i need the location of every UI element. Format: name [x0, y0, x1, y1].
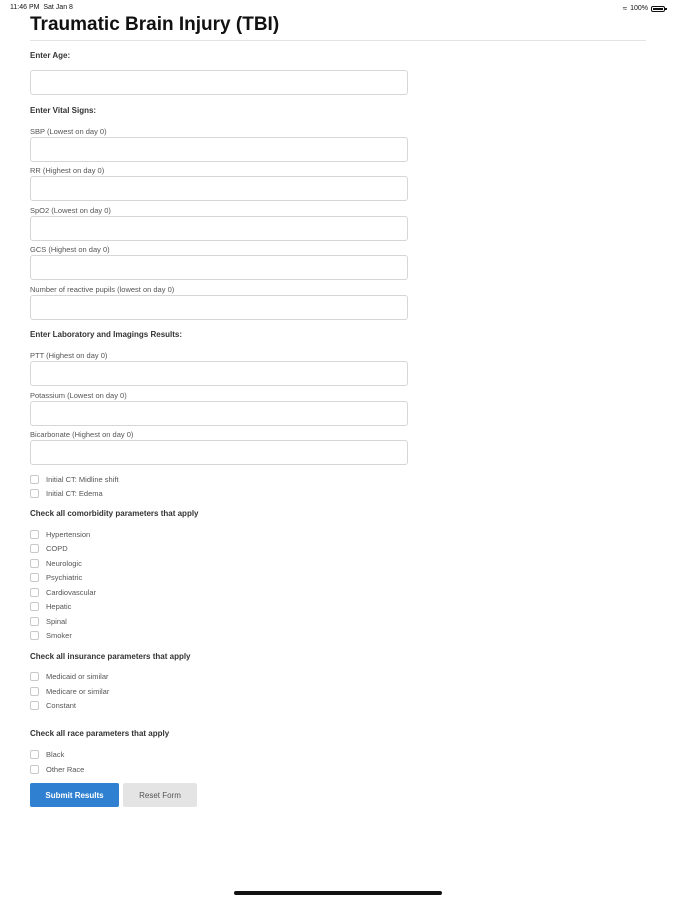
vitals-section-label: Enter Vital Signs: [30, 106, 97, 115]
hepatic-label: Hepatic [46, 601, 72, 611]
potassium-label: Potassium (Lowest on day 0) [30, 391, 127, 400]
hypertension-label: Hypertension [46, 529, 91, 539]
edema-option[interactable] [30, 487, 103, 499]
potassium-input[interactable] [30, 401, 408, 426]
reset-form-button[interactable]: Reset Form [123, 783, 197, 807]
spinal-label: Spinal [46, 616, 67, 626]
black-label: Black [46, 749, 65, 759]
hypertension-option[interactable] [30, 528, 90, 540]
spo2-input[interactable] [30, 216, 408, 241]
battery-icon [651, 6, 665, 12]
pupils-input[interactable] [30, 295, 408, 320]
constant-checkbox[interactable] [30, 701, 39, 710]
status-time: 11:46 PM [10, 4, 40, 11]
age-input[interactable] [30, 70, 408, 95]
status-date: Sat Jan 8 [43, 4, 73, 11]
sbp-label: SBP (Lowest on day 0) [30, 127, 107, 136]
cardiovascular-option[interactable] [30, 586, 96, 598]
edema-label: Initial CT: Edema [46, 488, 103, 498]
other-race-checkbox[interactable] [30, 765, 39, 774]
neurologic-label: Neurologic [46, 558, 82, 568]
psychiatric-label: Psychiatric [46, 572, 83, 582]
gcs-label: GCS (Highest on day 0) [30, 245, 110, 254]
bicarbonate-input[interactable] [30, 440, 408, 465]
hepatic-checkbox[interactable] [30, 602, 39, 611]
medicaid-option[interactable] [30, 670, 109, 682]
neurologic-option[interactable] [30, 557, 82, 569]
copd-label: COPD [46, 543, 68, 553]
black-option[interactable] [30, 748, 64, 760]
neurologic-checkbox[interactable] [30, 559, 39, 568]
page-title: Traumatic Brain Injury (TBI) [30, 14, 280, 35]
spinal-option[interactable] [30, 615, 67, 627]
copd-option[interactable] [30, 542, 68, 554]
cardiovascular-checkbox[interactable] [30, 588, 39, 597]
cardiovascular-label: Cardiovascular [46, 587, 97, 597]
other-race-label: Other Race [46, 764, 85, 774]
medicaid-checkbox[interactable] [30, 672, 39, 681]
bicarbonate-label: Bicarbonate (Highest on day 0) [30, 430, 134, 439]
smoker-checkbox[interactable] [30, 631, 39, 640]
sbp-input[interactable] [30, 137, 408, 162]
wifi-icon: ≈ [622, 4, 628, 13]
midline-shift-option[interactable] [30, 473, 119, 485]
title-divider [30, 40, 646, 41]
pupils-label: Number of reactive pupils (lowest on day 0) [30, 285, 175, 294]
other-race-option[interactable] [30, 763, 84, 775]
medicaid-label: Medicaid or similar [46, 671, 109, 681]
lab-section-label: Enter Laboratory and Imagings Results: [30, 330, 183, 339]
constant-option[interactable] [30, 699, 76, 711]
psychiatric-option[interactable] [30, 571, 82, 583]
home-indicator [234, 891, 442, 895]
spinal-checkbox[interactable] [30, 617, 39, 626]
status-right [623, 4, 665, 13]
medicare-label: Medicare or similar [46, 686, 110, 696]
insurance-section-label: Check all insurance parameters that apply [30, 652, 191, 661]
status-left [10, 4, 73, 11]
medicare-option[interactable] [30, 685, 109, 697]
midline-shift-checkbox[interactable] [30, 475, 39, 484]
ptt-label: PTT (Highest on day 0) [30, 351, 108, 360]
edema-checkbox[interactable] [30, 489, 39, 498]
gcs-input[interactable] [30, 255, 408, 280]
hepatic-option[interactable] [30, 600, 71, 612]
copd-checkbox[interactable] [30, 544, 39, 553]
comorbidity-section-label: Check all comorbidity parameters that apply [30, 509, 199, 518]
midline-shift-label: Initial CT: Midline shift [46, 474, 119, 484]
hypertension-checkbox[interactable] [30, 530, 39, 539]
psychiatric-checkbox[interactable] [30, 573, 39, 582]
constant-label: Constant [46, 700, 77, 710]
rr-label: RR (Highest on day 0) [30, 166, 105, 175]
smoker-option[interactable] [30, 629, 72, 641]
medicare-checkbox[interactable] [30, 687, 39, 696]
spo2-label: SpO2 (Lowest on day 0) [30, 206, 111, 215]
race-section-label: Check all race parameters that apply [30, 729, 170, 738]
age-section-label: Enter Age: [30, 51, 71, 60]
smoker-label: Smoker [46, 630, 72, 640]
submit-results-button[interactable]: Submit Results [30, 783, 119, 807]
black-checkbox[interactable] [30, 750, 39, 759]
rr-input[interactable] [30, 176, 408, 201]
battery-percent: 100% [630, 5, 648, 12]
ptt-input[interactable] [30, 361, 408, 386]
